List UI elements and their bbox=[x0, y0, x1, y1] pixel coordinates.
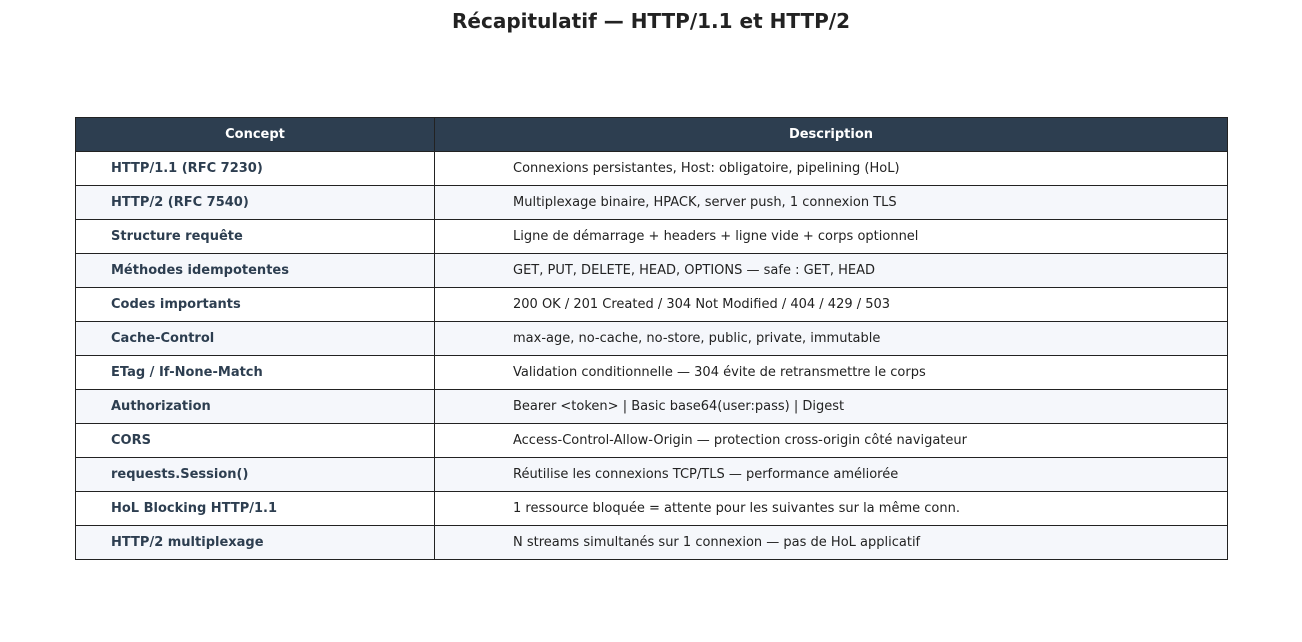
description-cell: Access-Control-Allow-Origin — protection cross-origin côté navigateur bbox=[435, 424, 1228, 458]
concept-cell: Authorization bbox=[76, 390, 435, 424]
description-cell: Ligne de démarrage + headers + ligne vide + corps optionnel bbox=[435, 220, 1228, 254]
table-row bbox=[76, 288, 1228, 322]
column-header-concept: Concept bbox=[76, 118, 435, 152]
table-body bbox=[76, 152, 1228, 560]
concept-cell: HoL Blocking HTTP/1.1 bbox=[76, 492, 435, 526]
concept-cell: CORS bbox=[76, 424, 435, 458]
summary-table bbox=[75, 117, 1228, 560]
concept-cell: HTTP/1.1 (RFC 7230) bbox=[76, 152, 435, 186]
concept-cell: Cache-Control bbox=[76, 322, 435, 356]
table-row bbox=[76, 526, 1228, 560]
table-row bbox=[76, 356, 1228, 390]
description-cell: Bearer <token> | Basic base64(user:pass) | Digest bbox=[435, 390, 1228, 424]
concept-cell: ETag / If-None-Match bbox=[76, 356, 435, 390]
description-cell: 200 OK / 201 Created / 304 Not Modified / 404 / 429 / 503 bbox=[435, 288, 1228, 322]
table-row bbox=[76, 458, 1228, 492]
table-row bbox=[76, 186, 1228, 220]
table-row bbox=[76, 254, 1228, 288]
concept-cell: Structure requête bbox=[76, 220, 435, 254]
concept-cell: Codes importants bbox=[76, 288, 435, 322]
description-cell: Multiplexage binaire, HPACK, server push, 1 connexion TLS bbox=[435, 186, 1228, 220]
table-row bbox=[76, 424, 1228, 458]
column-header-description: Description bbox=[435, 118, 1228, 152]
table-row bbox=[76, 492, 1228, 526]
table-row bbox=[76, 390, 1228, 424]
description-cell: Réutilise les connexions TCP/TLS — performance améliorée bbox=[435, 458, 1228, 492]
concept-cell: Méthodes idempotentes bbox=[76, 254, 435, 288]
description-cell: N streams simultanés sur 1 connexion — pas de HoL applicatif bbox=[435, 526, 1228, 560]
table-row bbox=[76, 220, 1228, 254]
description-cell: Validation conditionnelle — 304 évite de retransmettre le corps bbox=[435, 356, 1228, 390]
description-cell: max-age, no-cache, no-store, public, private, immutable bbox=[435, 322, 1228, 356]
page-title: Récapitulatif — HTTP/1.1 et HTTP/2 bbox=[452, 9, 850, 33]
table-row bbox=[76, 322, 1228, 356]
description-cell: Connexions persistantes, Host: obligatoire, pipelining (HoL) bbox=[435, 152, 1228, 186]
description-cell: 1 ressource bloquée = attente pour les suivantes sur la même conn. bbox=[435, 492, 1228, 526]
concept-cell: HTTP/2 (RFC 7540) bbox=[76, 186, 435, 220]
concept-cell: requests.Session() bbox=[76, 458, 435, 492]
concept-cell: HTTP/2 multiplexage bbox=[76, 526, 435, 560]
description-cell: GET, PUT, DELETE, HEAD, OPTIONS — safe : GET, HEAD bbox=[435, 254, 1228, 288]
table-header-row bbox=[76, 118, 1228, 152]
table-row bbox=[76, 152, 1228, 186]
